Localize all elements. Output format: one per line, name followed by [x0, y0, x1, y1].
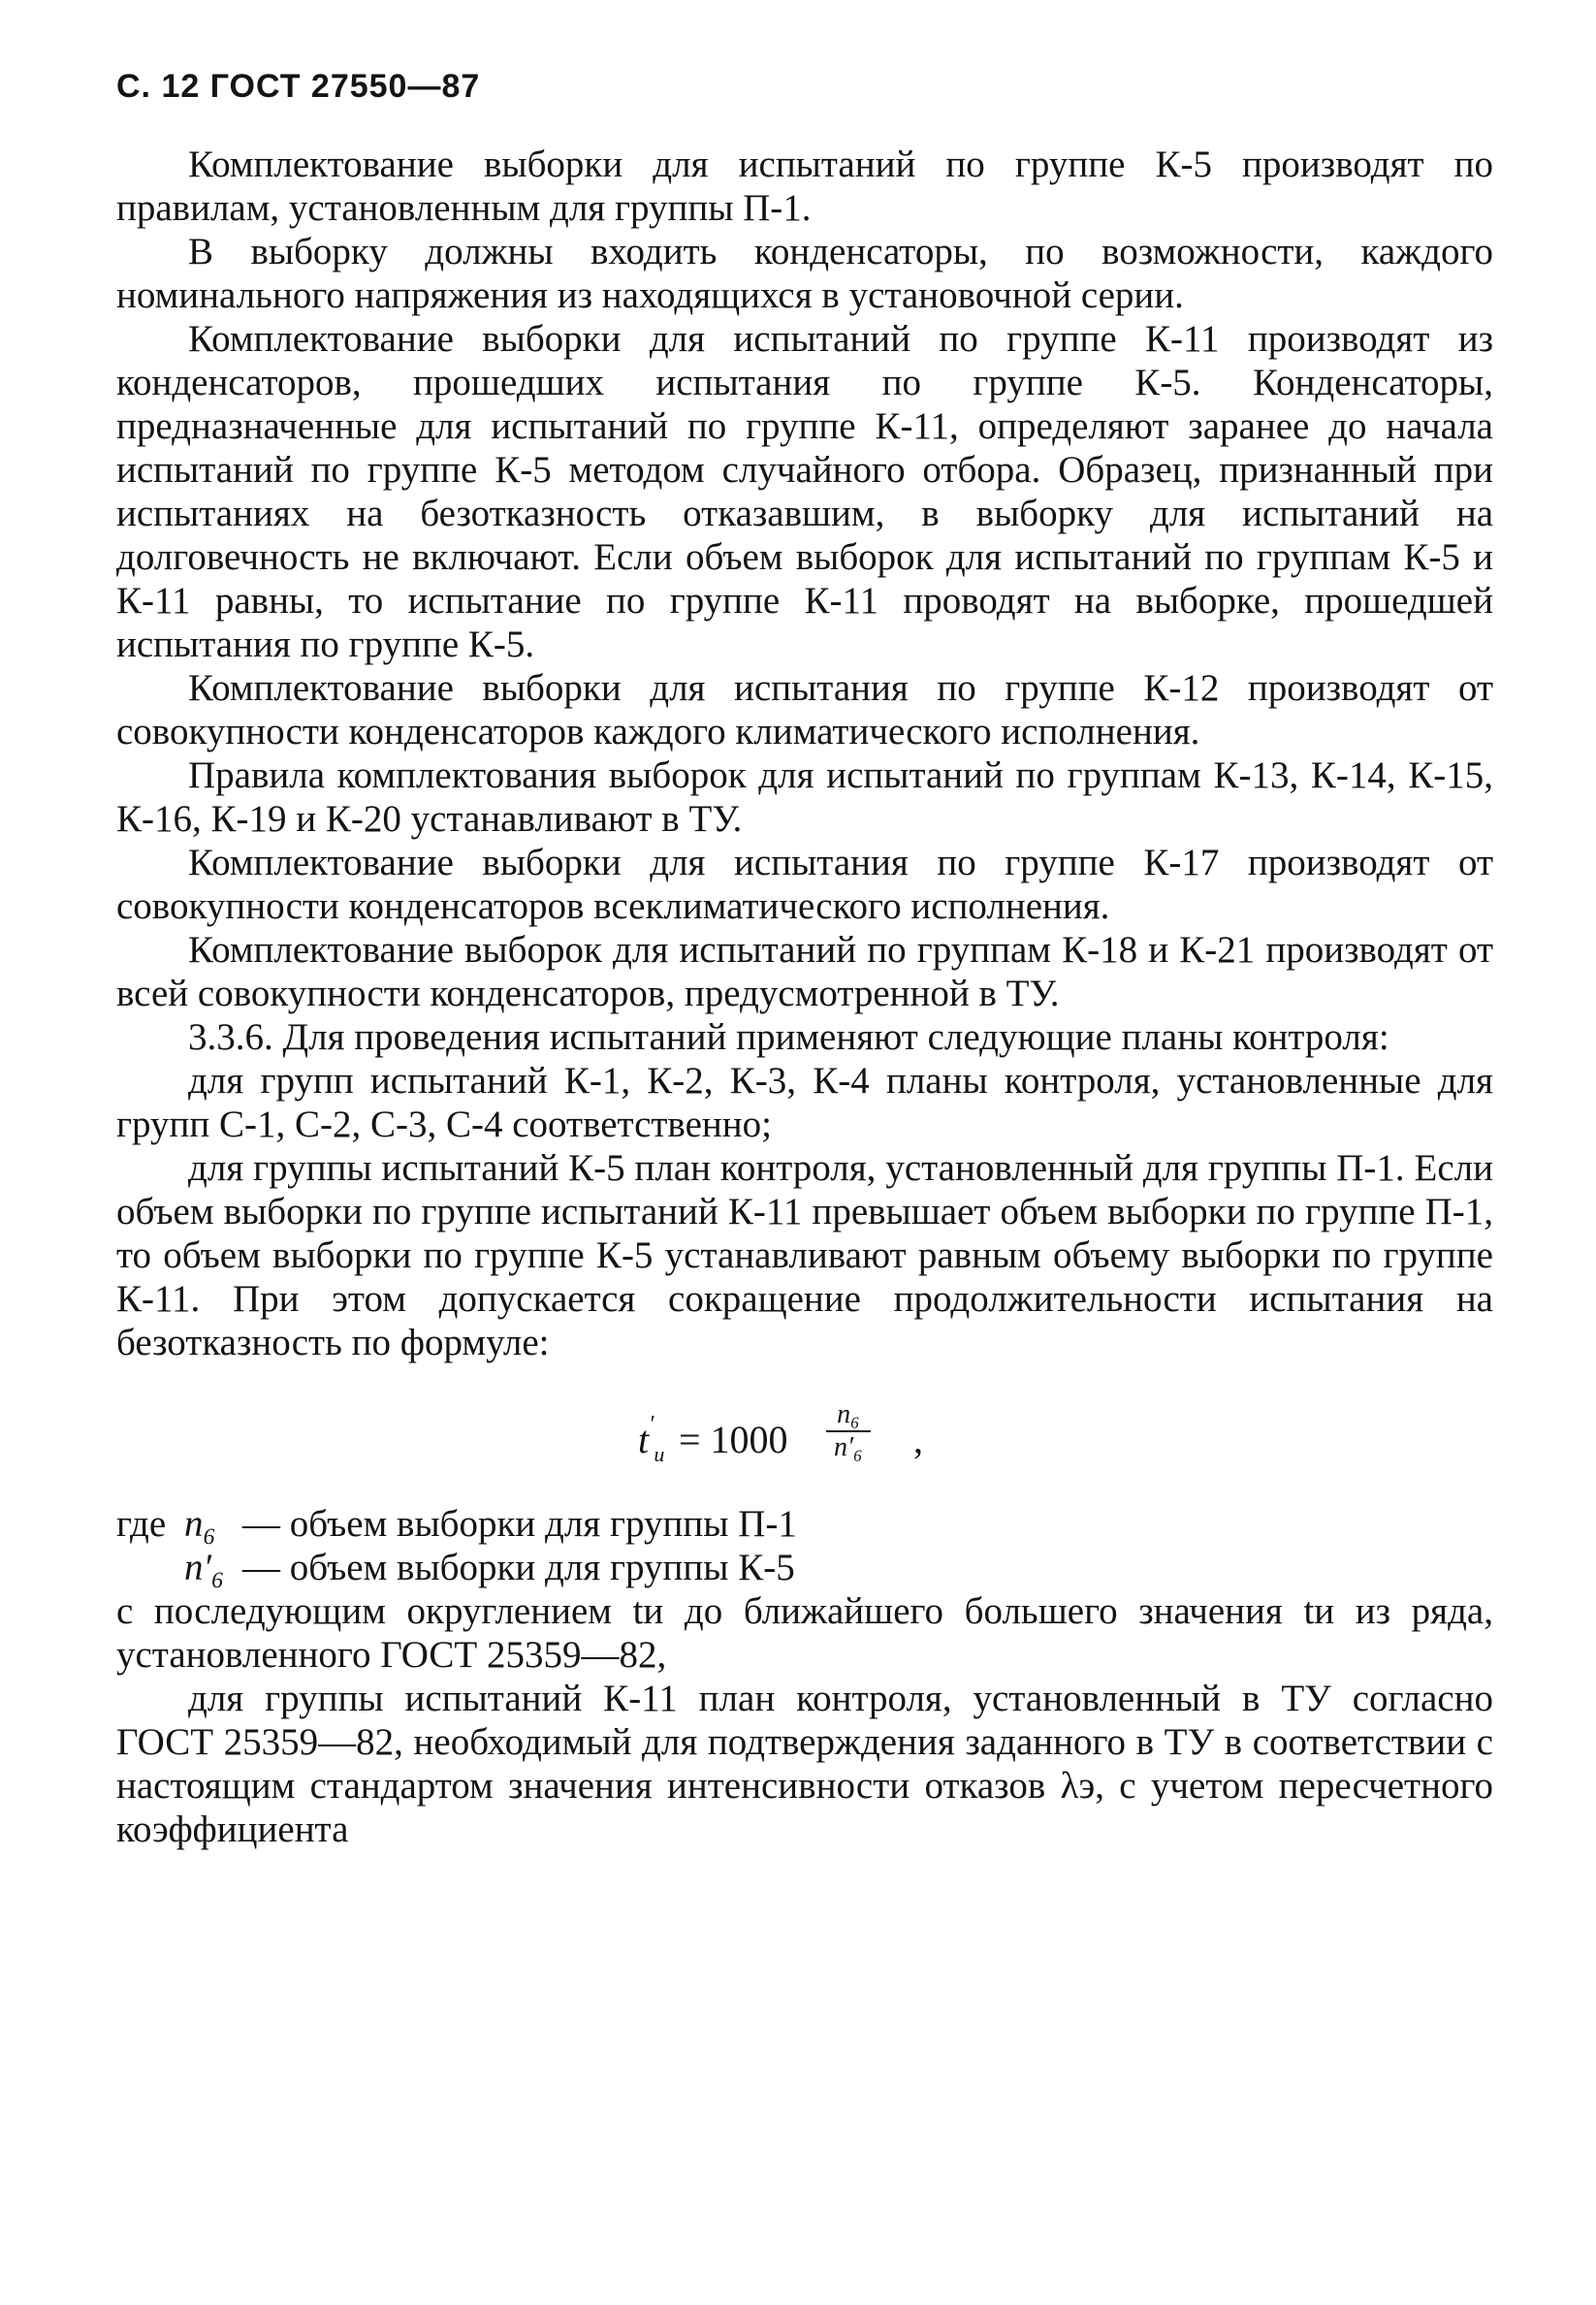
formula-equals: = 1000 [679, 1418, 788, 1461]
document-page [116, 68, 1493, 1851]
paragraph-5: Правила комплектования выборок для испытаний по группам К-13, К-14, К-15, К-16, К-19 и К-20 устанавливают в ТУ. [116, 754, 1493, 840]
paragraph-7: Комплектование выборок для испытаний по группам К-18 и К-21 производят от всей совокупности конденсаторов, предусмотренной в ТУ. [116, 929, 1493, 1014]
where-line-1: где n₆ — объем выборки для группы П-1 [116, 1503, 797, 1545]
formula-lhs: $t'_и$ [638, 1411, 665, 1466]
formula-numerator: n₆ [826, 1399, 871, 1432]
paragraph-6: Комплектование выборки для испытания по группе К-17 производят от совокупности конденсаторов всеклиматического исполнения. [116, 842, 1493, 927]
where-line-2: n′₆ — объем выборки для группы К-5 [184, 1547, 795, 1588]
formula [116, 1399, 1493, 1481]
paragraph-2: В выборку должны входить конденсаторы, по возможности, каждого номинального напряжения из находящихся в установочной серии. [116, 231, 1493, 316]
formula-fraction [826, 1399, 871, 1463]
paragraph-1: Комплектование выборки для испытаний по группе К-5 производят по правилам, установленным для группы П-1. [116, 144, 1493, 229]
paragraph-9: для групп испытаний К-1, К-2, К-3, К-4 планы контроля, установленные для групп С-1, С-2, С-3, С-4 соответственно; [116, 1060, 1493, 1145]
paragraph-8: 3.3.6. Для проведения испытаний применяют следующие планы контроля: [188, 1016, 1389, 1058]
paragraph-4: Комплектование выборки для испытания по группе К-12 производят от совокупности конденсаторов каждого климатического исполнения. [116, 667, 1493, 752]
page-header: С. 12 ГОСТ 27550—87 [116, 68, 481, 105]
paragraph-10: для группы испытаний К-5 план контроля, установленный для группы П-1. Если объем выборки по группе испытаний К-11 превышает объем выборки по группе П-1, то объем выборки по группе К-5 устанавливают равным объему выборки по группе К-11. При этом допускается сокращение продолжительности испытания на безотказность по формуле: [116, 1147, 1493, 1363]
formula-comma: , [913, 1418, 923, 1461]
formula-denominator: n′₆ [834, 1432, 863, 1462]
paragraph-12: для группы испытаний К-11 план контроля, установленный в ТУ согласно ГОСТ 25359—82, необходимый для подтверждения заданного в ТУ в соответствии с настоящим стандартом значения интенсивности отказов λэ, с учетом пересчетного коэффициента [116, 1678, 1493, 1850]
paragraph-11: с последующим округлением tи до ближайшего большего значения tи из ряда, установленного ГОСТ 25359—82, [116, 1590, 1493, 1676]
paragraph-3: Комплектование выборки для испытаний по группе К-11 производят из конденсаторов, прошедших испытания по группе К-5. Конденсаторы, предназначенные для испытаний по группе К-11, определяют заранее до начала испытаний по группе К-5 методом случайного отбора. Образец, признанный при испытаниях на безотказность отказавшим, в выборку для испытаний на долговечность не включают. Если объем выборок для испытаний по группам К-5 и К-11 равны, то испытание по группе К-11 проводят на выборке, прошедшей испытания по группе К-5. [116, 318, 1493, 665]
